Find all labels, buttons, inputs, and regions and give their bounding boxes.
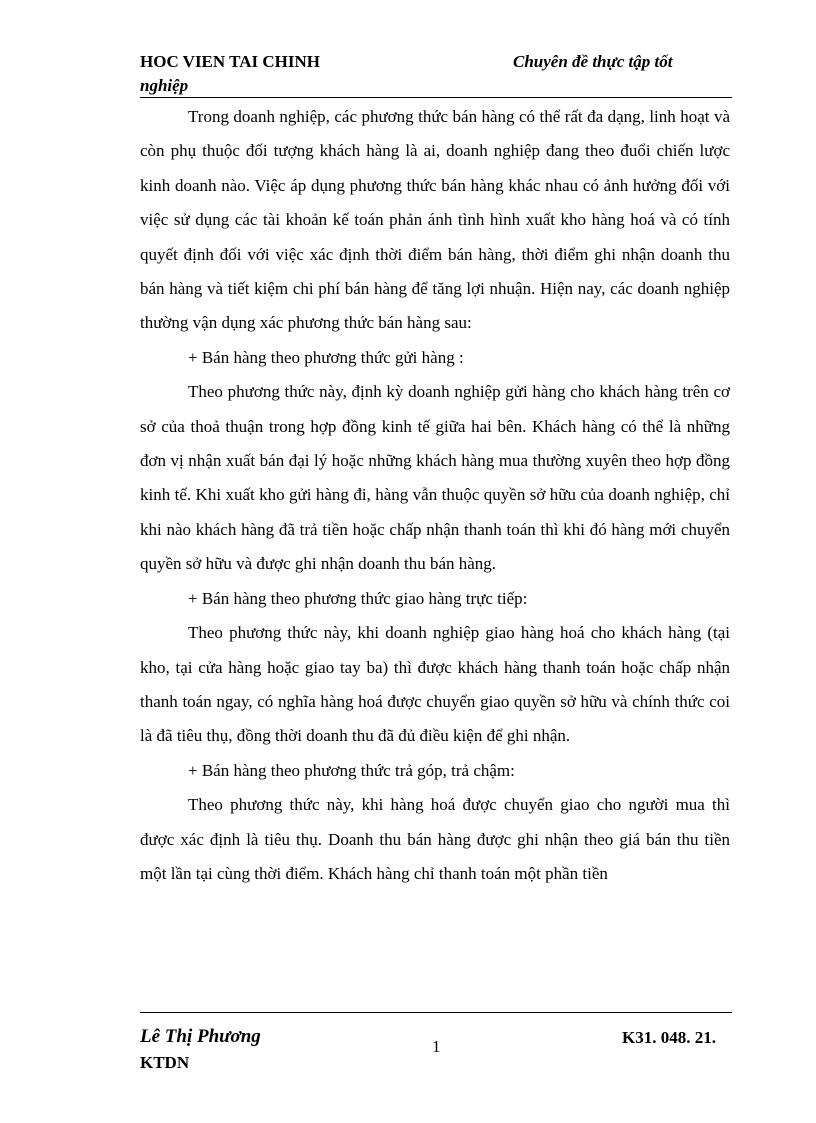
header-divider <box>140 97 732 98</box>
paragraph-heading-direct-delivery: + Bán hàng theo phương thức giao hàng trực tiếp: <box>188 588 528 608</box>
header-document-title-continued: nghiệp <box>140 76 189 95</box>
paragraph-installment: Theo phương thức này, khi hàng hoá được chuyển giao cho người mua thì được xác định là tiêu thụ. Doanh thu bán hàng được ghi nhận theo giá bán thu tiền một lần tại cùng thời điểm. Khách hàng chỉ thanh toán một phần tiền <box>140 795 730 883</box>
document-body <box>140 100 730 891</box>
header-institution: HOC VIEN TAI CHINH <box>140 52 320 71</box>
footer-department: KTDN <box>140 1053 190 1072</box>
footer-author-name: Lê Thị Phương <box>140 1026 261 1047</box>
header-document-title: Chuyên đề thực tập tốt <box>513 52 673 71</box>
page-number: 1 <box>432 1037 441 1056</box>
footer-class-code: K31. 048. 21. <box>622 1028 716 1047</box>
paragraph-direct-delivery: Theo phương thức này, khi doanh nghiệp giao hàng hoá cho khách hàng (tại kho, tại cửa hàng hoặc giao tay ba) thì được khách hàng thanh toán hoặc chấp nhận thanh toán ngay, có nghĩa hàng hoá được chuyển giao quyền sở hữu và chính thức coi là đã tiêu thụ, đồng thời doanh thu đã đủ điều kiện để ghi nhận. <box>140 623 730 746</box>
paragraph-heading-consignment: + Bán hàng theo phương thức gửi hàng : <box>188 347 464 367</box>
paragraph-intro: Trong doanh nghiệp, các phương thức bán hàng có thể rất đa dạng, linh hoạt và còn phụ thuộc đối tượng khách hàng là ai, doanh nghiệp đang theo đuổi chiến lược kinh doanh nào. Việc áp dụng phương thức bán hàng khác nhau có ảnh hưởng đối với việc sử dụng các tài khoản kế toán phản ánh tình hình xuất kho hàng hoá và có tính quyết định đối với việc xác định thời điểm bán hàng, thời điểm ghi nhận doanh thu bán hàng và tiết kiệm chi phí bán hàng để tăng lợi nhuận. Hiện nay, các doanh nghiệp thường vận dụng xác phương thức bán hàng sau: <box>140 107 730 333</box>
footer-divider <box>140 1012 732 1013</box>
paragraph-heading-installment: + Bán hàng theo phương thức trả góp, trả chậm: <box>188 760 515 780</box>
paragraph-consignment: Theo phương thức này, định kỳ doanh nghiệp gửi hàng cho khách hàng trên cơ sở của thoả thuận trong hợp đồng kinh tế giữa hai bên. Khách hàng có thể là những đơn vị nhận xuất bán đại lý hoặc những khách hàng mua thường xuyên theo hợp đồng kinh tế. Khi xuất kho gửi hàng đi, hàng vẫn thuộc quyền sở hữu của doanh nghiệp, chỉ khi nào khách hàng đã trả tiền hoặc chấp nhận thanh toán thì khi đó hàng mới chuyển quyền sở hữu và được ghi nhận doanh thu bán hàng. <box>140 382 730 574</box>
